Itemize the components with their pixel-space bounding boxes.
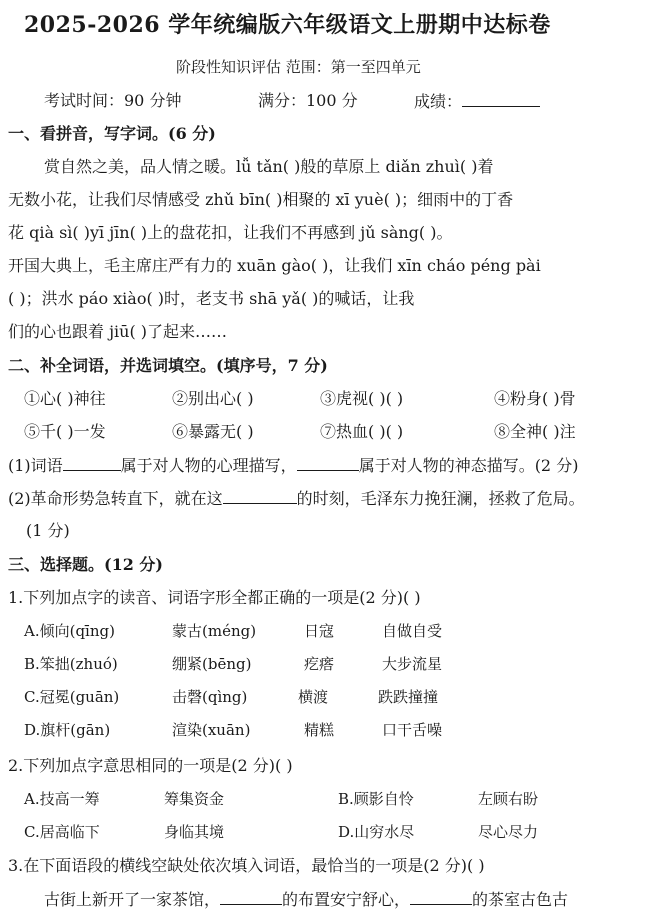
mc-question-3: 3.在下面语段的横线空缺处依次填入词语，最恰当的一项是(2 分)( ): [8, 856, 485, 875]
mc1-option[interactable]: B.笨拙(zhuó): [24, 655, 118, 673]
mc-question-1: 1.下列加点字的读音、词语字形全都正确的一项是(2 分)( ): [8, 588, 421, 607]
mc1-option[interactable]: C.冠冕(guān): [24, 688, 120, 706]
page-subtitle: 阶段性知识评估 范围：第一至四单元: [176, 58, 421, 76]
mc1-option-word: 自做自受: [382, 622, 443, 640]
mc3-passage: [44, 888, 568, 911]
mc1-option-word: 日寇: [304, 622, 335, 640]
mc-question-2: 2.下列加点字意思相同的一项是(2 分)( ): [8, 756, 293, 775]
section2-heading: 二、补全词语，并选词填空。(填序号，7 分): [8, 356, 328, 375]
score-label: 成绩：: [414, 92, 463, 111]
q2-text-b: 的时刻，毛泽东力挽狂澜，拯救了危局。: [296, 489, 585, 508]
score-blank[interactable]: [462, 90, 540, 107]
mc1-option-word: 绷紧(bēng): [172, 655, 252, 673]
page-title: 2025-2026 学年统编版六年级语文上册期中达标卷: [24, 12, 551, 38]
section1-heading: 一、看拼音，写字词。(6 分): [8, 124, 216, 143]
mc1-option-word: 横渡: [298, 688, 329, 706]
idiom-item: ⑧全神( )注: [494, 422, 576, 441]
mc1-option-word: 精糕: [304, 721, 335, 739]
idiom-item: ③虎视( )( ): [320, 389, 404, 408]
section2-question-2: [8, 487, 585, 510]
mc1-option-word: 跌跌撞撞: [378, 688, 439, 706]
mc2-option[interactable]: C.居高临下: [24, 823, 100, 841]
mc3-blank-1[interactable]: [220, 888, 282, 905]
mc3-text-a: 古街上新开了一家茶馆，: [44, 890, 221, 909]
mc3-blank-2[interactable]: [410, 888, 472, 905]
q2-blank[interactable]: [223, 487, 297, 504]
idiom-item: ⑥暴露无( ): [172, 422, 254, 441]
idiom-item: ⑦热血( )( ): [320, 422, 404, 441]
section3-heading: 三、选择题。(12 分): [8, 555, 163, 574]
mc2-option[interactable]: D.山穷水尽: [338, 823, 415, 841]
q1-text-a: (1)词语: [8, 456, 63, 475]
section1-line: 赏自然之美，品人情之暖。lǚ tǎn( )般的草原上 diǎn zhuì( )着: [44, 157, 494, 176]
mc2-option[interactable]: A.技高一筹: [24, 790, 100, 808]
q1-blank-2[interactable]: [297, 454, 359, 471]
mc1-option-word: 大步流星: [382, 655, 443, 673]
exam-time: 考试时间：90 分钟: [44, 91, 182, 110]
q2-score: (1 分): [26, 521, 70, 540]
idiom-item: ⑤千( )一发: [24, 422, 106, 441]
full-score: 满分：100 分: [258, 91, 358, 110]
section1-line: 们的心也跟着 jiū( )了起来……: [8, 322, 228, 341]
mc2-option-word: 左顾右盼: [478, 790, 539, 808]
score-field: [414, 90, 540, 113]
q2-text-a: (2)革命形势急转直下，就在这: [8, 489, 223, 508]
section1-line: ( )；洪水 páo xiào( )时，老支书 shā yǎ( )的喊话，让我: [8, 289, 415, 308]
mc1-option-word: 击磬(qìng): [172, 688, 248, 706]
idiom-item: ④粉身( )骨: [494, 389, 576, 408]
mc3-text-c: 的茶室古色古: [472, 890, 569, 909]
q1-text-c: 属于对人物的神态描写。(2 分): [358, 456, 579, 475]
section1-line: 无数小花，让我们尽情感受 zhǔ bīn( )相聚的 xī yuè( )；细雨中的丁香: [8, 190, 514, 209]
mc1-option[interactable]: A.倾向(qīng): [24, 622, 115, 640]
idiom-item: ②别出心( ): [172, 389, 254, 408]
section1-line: 花 qià sì( )yī jīn( )上的盘花扣，让我们不再感到 jǔ sàng( )。: [8, 223, 453, 242]
mc2-option-word: 筹集资金: [164, 790, 225, 808]
idiom-item: ①心( )神往: [24, 389, 106, 408]
mc3-text-b: 的布置安宁舒心，: [282, 890, 411, 909]
q1-blank-1[interactable]: [63, 454, 121, 471]
q1-text-b: 属于对人物的心理描写，: [120, 456, 297, 475]
mc1-option[interactable]: D.旗杆(gān): [24, 721, 111, 739]
mc1-option-word: 疙瘩: [304, 655, 335, 673]
mc1-option-word: 渲染(xuān): [172, 721, 251, 739]
section1-line: 开国大典上，毛主席庄严有力的 xuān gào( )，让我们 xīn cháo péng pài: [8, 256, 541, 275]
mc2-option-word: 尽心尽力: [478, 823, 539, 841]
mc1-option-word: 口干舌噪: [382, 721, 443, 739]
section2-question-1: [8, 454, 578, 477]
mc2-option-word: 身临其境: [164, 823, 225, 841]
mc1-option-word: 蒙古(méng): [172, 622, 257, 640]
mc2-option[interactable]: B.顾影自怜: [338, 790, 414, 808]
